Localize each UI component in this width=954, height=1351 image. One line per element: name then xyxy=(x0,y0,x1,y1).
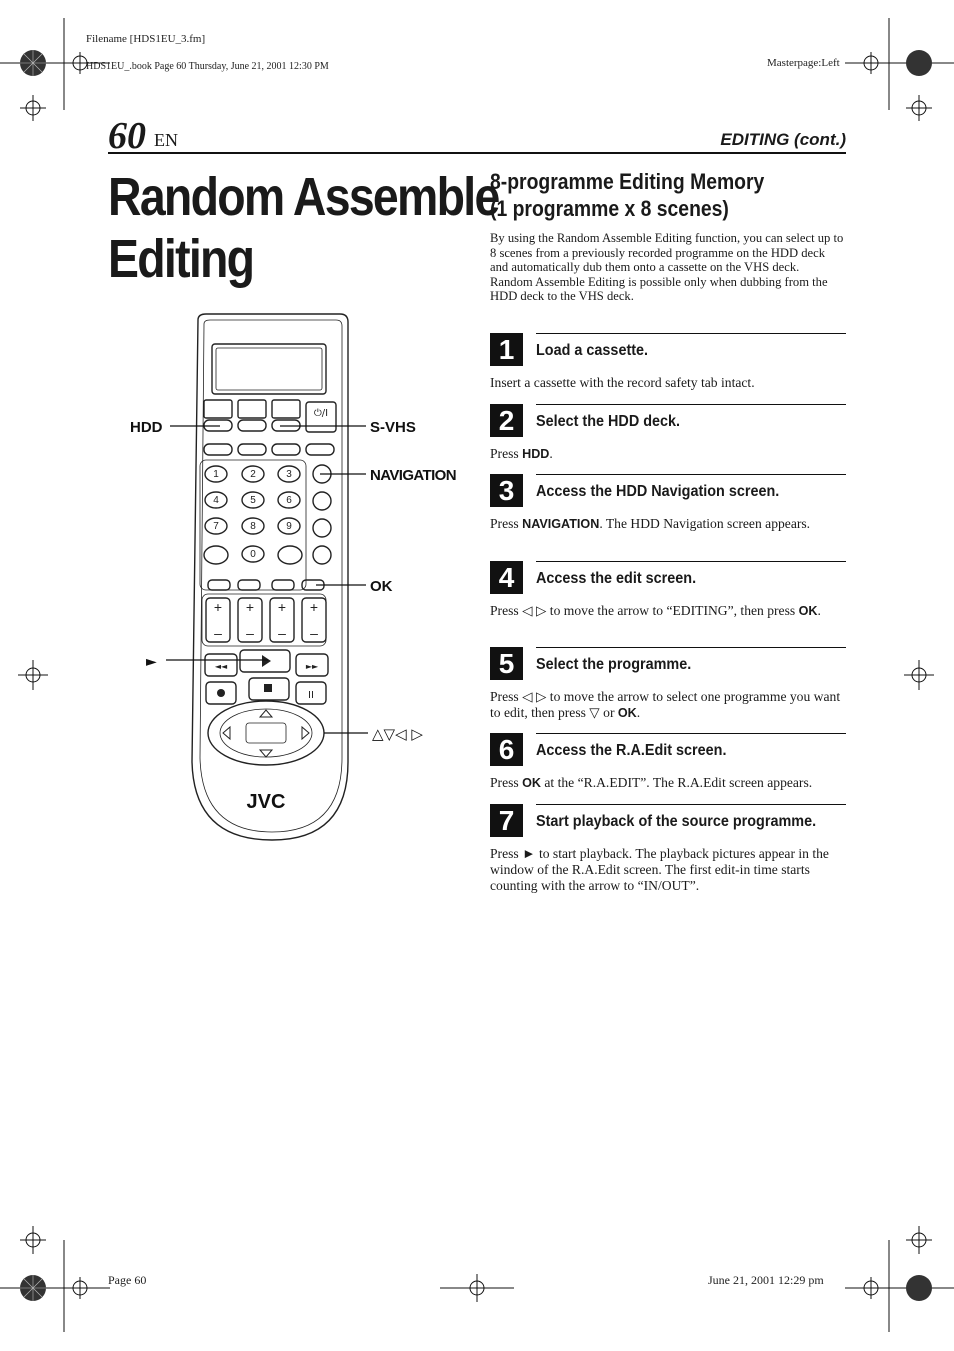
step-number: 3 xyxy=(490,474,523,507)
key-9: 9 xyxy=(286,521,292,532)
subsection-title: 8-programme Editing Memory (1 programme x 8 scenes) xyxy=(490,169,765,221)
svg-text:–: – xyxy=(246,625,254,641)
step-title: Select the programme. xyxy=(536,656,692,673)
left-arrow-icon xyxy=(223,727,230,739)
rewind-icon: ◄◄ xyxy=(214,662,228,671)
key-5: 5 xyxy=(250,495,256,506)
key-1: 1 xyxy=(213,469,219,480)
page-title: Random Assemble Editing xyxy=(108,167,499,289)
intro-text xyxy=(490,231,846,304)
key-7: 7 xyxy=(213,521,219,532)
callout-hdd: HDD xyxy=(130,419,163,436)
meta-filename: Filename [HDS1EU_3.fm] xyxy=(86,33,206,45)
key-2: 2 xyxy=(250,469,256,480)
callout-play: ► xyxy=(146,654,157,670)
record-icon xyxy=(217,689,225,697)
meta-masterpage: Masterpage:Left xyxy=(767,57,840,69)
step-rule xyxy=(536,404,846,405)
section-title: EDITING (cont.) xyxy=(720,130,846,149)
svg-text:–: – xyxy=(310,625,318,641)
step-number: 1 xyxy=(490,333,523,366)
step-body: Press ◁ ▷ to move the arrow to “EDITING”, then press OK. xyxy=(490,603,821,618)
right-arrow-icon xyxy=(302,727,309,739)
step-title: Select the HDD deck. xyxy=(536,413,681,430)
step-4 xyxy=(490,561,846,641)
svg-text:–: – xyxy=(214,625,222,641)
step-body: Press ◁ ▷ to move the arrow to select one programme you want to edit, then press ▽ or OK. xyxy=(490,689,841,720)
callout-svhs: S-VHS xyxy=(370,419,416,436)
page-number: 60 xyxy=(108,115,146,157)
down-arrow-icon xyxy=(260,750,272,757)
footer-page: Page 60 xyxy=(108,1273,147,1287)
page-header xyxy=(108,115,846,157)
callout-arrows: △▽◁ ▷ xyxy=(372,725,423,743)
svg-text:+: + xyxy=(309,599,319,615)
step-1 xyxy=(490,333,846,393)
step-title: Access the R.A.Edit screen. xyxy=(536,742,727,759)
key-4: 4 xyxy=(213,495,219,506)
step-2 xyxy=(490,404,846,464)
pause-icon: II xyxy=(308,690,314,701)
step-body: Press NAVIGATION. The HDD Navigation screen appears. xyxy=(490,516,811,531)
step-rule xyxy=(536,647,846,648)
step-number: 6 xyxy=(490,733,523,766)
step-body: Press HDD. xyxy=(490,446,553,461)
step-body: Insert a cassette with the record safety tab intact. xyxy=(490,375,755,390)
step-number: 7 xyxy=(490,804,523,837)
step-rule xyxy=(536,333,846,334)
step-number: 2 xyxy=(490,404,523,437)
step-number: 5 xyxy=(490,647,523,680)
step-body: Press OK at the “R.A.EDIT”. The R.A.Edit screen appears. xyxy=(490,775,813,790)
step-rule xyxy=(536,474,846,475)
step-5 xyxy=(490,647,846,727)
step-rule xyxy=(536,733,846,734)
step-number: 4 xyxy=(490,561,523,594)
footer-date: June 21, 2001 12:29 pm xyxy=(708,1273,824,1287)
step-rule xyxy=(536,561,846,562)
play-icon xyxy=(262,655,271,667)
key-3: 3 xyxy=(286,469,292,480)
svg-text:+: + xyxy=(213,599,223,615)
step-title: Start playback of the source programme. xyxy=(536,813,817,830)
remote-brand-logo: JVC xyxy=(246,791,286,813)
key-8: 8 xyxy=(250,521,256,532)
callout-navigation: NAVIGATION xyxy=(370,467,456,484)
step-7 xyxy=(490,804,846,900)
key-6: 6 xyxy=(286,495,292,506)
power-icon: ⏻/I xyxy=(313,408,329,419)
svg-text:+: + xyxy=(277,599,287,615)
step-3 xyxy=(490,474,846,554)
fast-forward-icon: ►► xyxy=(305,662,319,671)
intro-paragraph-2: Random Assemble Editing is possible only when dubbing from the HDD deck to the VHS deck. xyxy=(490,274,828,304)
meta-book-line: HDS1EU_.book Page 60 Thursday, June 21, 2001 12:30 PM xyxy=(86,61,329,72)
step-title: Access the HDD Navigation screen. xyxy=(536,483,780,500)
svg-text:–: – xyxy=(278,625,286,641)
up-arrow-icon xyxy=(260,710,272,717)
page-language: EN xyxy=(154,130,178,150)
step-6 xyxy=(490,733,846,793)
key-0: 0 xyxy=(250,549,256,560)
intro-paragraph-1: By using the Random Assemble Editing function, you can select up to 8 scenes from a previously recorded programme on the HDD deck and automatically dub them onto a cassette on the VHS deck. xyxy=(490,231,844,275)
step-title: Access the edit screen. xyxy=(536,570,697,587)
stop-icon xyxy=(264,684,272,692)
svg-text:+: + xyxy=(245,599,255,615)
remote-control-illustration xyxy=(120,310,480,850)
step-title: Load a cassette. xyxy=(536,342,649,359)
callout-ok: OK xyxy=(370,578,393,595)
step-body: Press ► to start playback. The playback pictures appear in the window of the R.A.Edit screen. The first edit-in time starts counting with the arrow to “IN/OUT”. xyxy=(490,846,829,893)
step-rule xyxy=(536,804,846,805)
